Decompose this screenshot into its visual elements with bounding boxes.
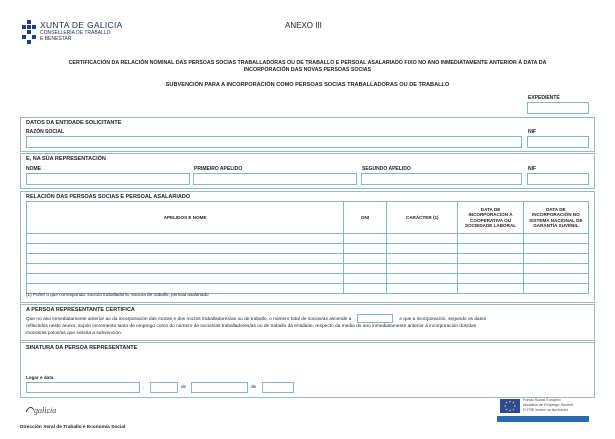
certifies-text-before: Que no ano inmediatamente anterior ao da incorporación das mozas e dos mozos traballadores/as ou de traballo, o número total de socios/as ascende a [26,316,352,322]
certifies-section-title: A PERSOA REPRESENTANTE CERTIFICA [26,307,135,313]
representative-section-title: E, NA SÚA REPRESENTACIÓN [26,156,106,162]
razon-social-field[interactable] [26,136,522,148]
primeiro-apelido-field[interactable] [193,173,357,185]
relation-table [26,201,589,294]
segundo-apelido-field[interactable] [361,173,522,185]
expediente-field[interactable] [527,102,589,114]
entity-nif-label: NIF [528,129,537,135]
representative-nif-label: NIF [528,166,537,172]
galicia-logo-text: galicia [34,406,57,415]
fse-bar [497,416,589,422]
org-name: XUNTA DE GALICIA [40,20,123,30]
comma-separator: , [143,384,145,389]
table-row[interactable] [27,264,589,274]
table-cell[interactable] [458,274,523,284]
month-field[interactable] [191,382,248,393]
column-header-dni: DNI [344,202,387,234]
expediente-label: EXPEDIENTE [528,95,560,101]
certifies-text-line-1 [26,314,591,323]
xunta-logo-icon [22,20,36,46]
org-dept-line-2: E BENESTAR [40,36,72,42]
nome-label: NOME [26,166,41,172]
form-title [20,60,595,73]
primeiro-apelido-label: PRIMEIRO APELIDO [194,166,243,172]
org-department [40,30,111,42]
fse-line-1: Fondo Social Europeo [523,398,561,402]
table-cell[interactable] [458,234,523,244]
column-header-data-garantia: DATA DE INCORPORACIÓN NO SISTEMA NACIONAL DE GARANTÍA XUVENIL [523,202,588,234]
form-subtitle: SUBVENCIÓN PARA A INCORPORACIÓN COMO PERSOAS SOCIAS TRABALLADORAS OU DE TRABALLO [165,82,450,88]
relation-footnote: (1) Poñer o que corresponda: socio/a traballador/a, socio/a de traballo, persoal asalariado [26,292,209,297]
day-field[interactable] [150,382,178,393]
certifies-text-after: e que a incorporación, segundo os datos [399,316,487,322]
column-header-name: APELIDOS E NOME [27,202,344,234]
table-cell[interactable] [523,254,588,264]
table-cell[interactable] [523,244,588,254]
annex-label: ANEXO III [285,21,322,30]
table-row[interactable] [27,234,589,244]
table-cell[interactable] [458,284,523,294]
certifies-text-line-2: reflectidos neste anexo, supón incremento tanto de emprego como do número de socios/as traballadores/as ou de traballo da entidade, respecto da media do ano inmediatamente anterior á incorporación dos/das [26,324,477,329]
place-date-label: Lugar e data [26,375,54,380]
relation-table-header [27,202,589,234]
total-socios-field[interactable] [357,314,393,323]
fse-line-3: O FSE invirte no teu futuro [523,408,568,412]
de-label-2: de [251,384,257,389]
direction-name: Dirección Xeral de Traballo e Economía Social [20,425,126,430]
razon-social-label: RAZÓN SOCIAL [26,129,65,135]
table-cell[interactable] [27,264,344,274]
table-cell[interactable] [344,264,387,274]
table-cell[interactable] [387,264,458,274]
fse-line-2: Iniciativa de Emprego Xuvenil [523,403,574,407]
table-cell[interactable] [523,234,588,244]
table-cell[interactable] [458,244,523,254]
column-header-caracter: CARÁCTER (1) [387,202,458,234]
table-row[interactable] [27,244,589,254]
org-dept-line-1: CONSELLERÍA DE TRABALLO [40,30,111,36]
segundo-apelido-label: SEGUNDO APELIDO [362,166,411,172]
table-cell[interactable] [344,274,387,284]
table-cell[interactable] [27,244,344,254]
certifies-text [26,314,591,337]
table-cell[interactable] [387,274,458,284]
table-cell[interactable] [458,254,523,264]
certifies-text-line-3: mozos/as polos/as que solicita a subvención. [26,331,122,336]
nome-field[interactable] [26,173,190,185]
table-cell[interactable] [27,274,344,284]
entity-section-title: DATOS DA ENTIDADE SOLICITANTE [26,120,122,126]
place-field[interactable] [26,382,140,393]
table-cell[interactable] [387,254,458,264]
table-cell[interactable] [458,264,523,274]
table-cell[interactable] [523,274,588,284]
de-label-1: de [181,384,187,389]
galicia-logo-icon [24,402,74,416]
form-title-line-1: CERTIFICACIÓN DA RELACIÓN NOMINAL DAS PERSOAS SOCIAS TRABALLADORAS OU DE TRABALLO E PERSOAL ASALARIADO FIXO NO ANO INMEDIATAMENTE ANTERIOR Á DATA DA [68,60,547,66]
table-cell[interactable] [387,234,458,244]
table-cell[interactable] [344,284,387,294]
form-title-line-2: INCORPORACIÓN DAS NOVAS PERSOAS SOCIAS [243,66,372,73]
table-row[interactable] [27,274,589,284]
table-cell[interactable] [387,244,458,254]
table-cell[interactable] [344,254,387,264]
relation-section-title: RELACIÓN DAS PERSOAS SOCIAS E PERSOAL ASALARIADO [26,194,191,200]
year-field[interactable] [262,382,294,393]
table-cell[interactable] [523,264,588,274]
column-header-data-cooperativa: DATA DE INCORPORACIÓN Á COOPERATIVA OU SOCIEDADE LABORAL [458,202,523,234]
entity-nif-field[interactable] [527,136,589,148]
table-cell[interactable] [27,254,344,264]
representative-nif-field[interactable] [527,173,589,185]
table-cell[interactable] [27,234,344,244]
table-cell[interactable] [523,284,588,294]
table-cell[interactable] [344,244,387,254]
eu-flag-icon [500,399,520,413]
signature-section-title: SINATURA DA PERSOA REPRESENTANTE [26,345,138,351]
table-cell[interactable] [387,284,458,294]
table-cell[interactable] [344,234,387,244]
fse-text [523,398,573,413]
table-row[interactable] [27,254,589,264]
